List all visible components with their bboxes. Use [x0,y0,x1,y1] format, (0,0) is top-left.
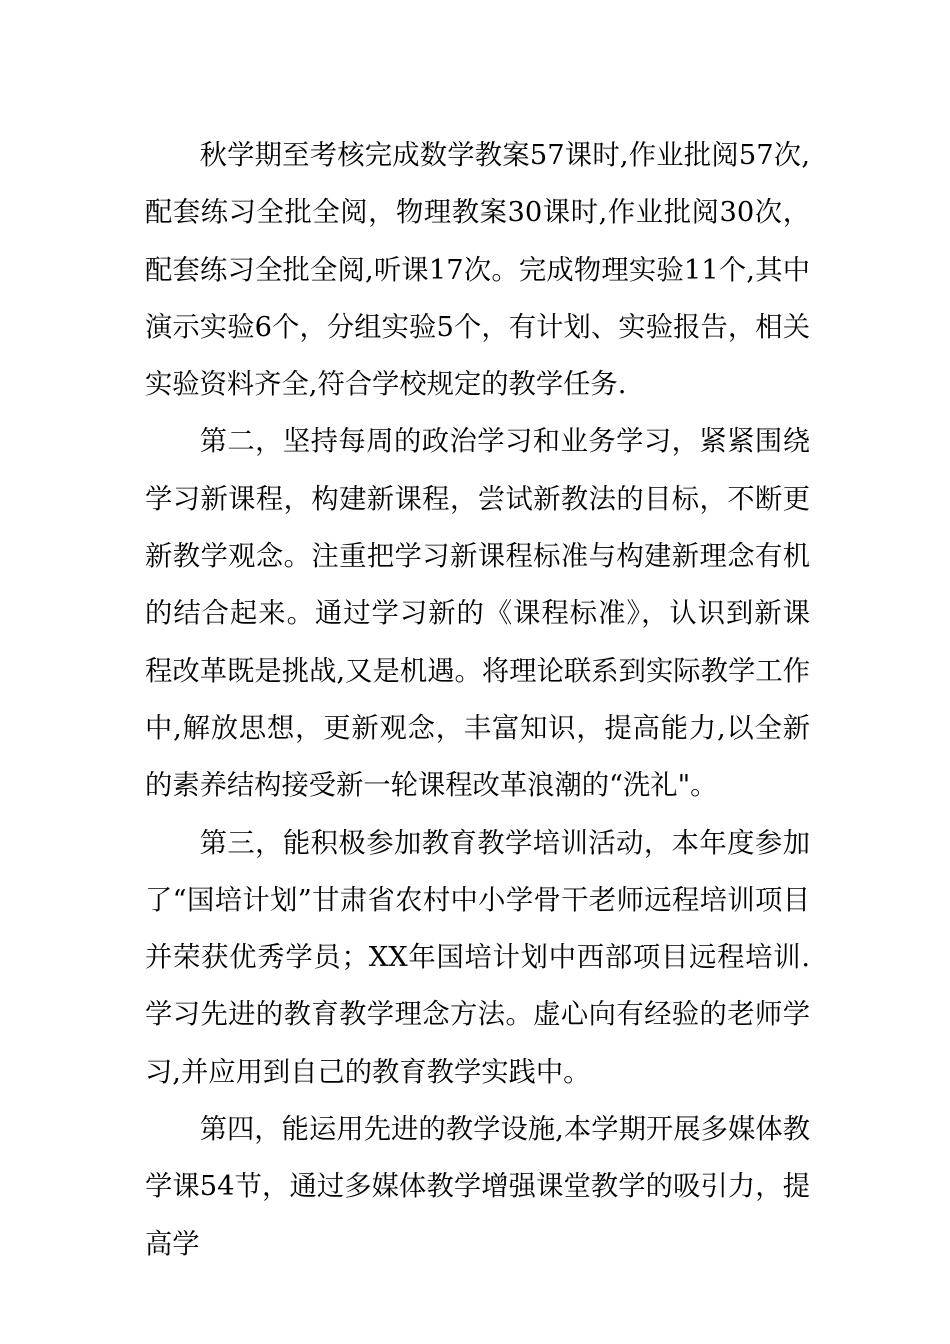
paragraph-2: 第二，坚持每周的政治学习和业务学习，紧紧围绕学习新课程，构建新课程，尝试新教法的目标，不断更新教学观念。注重把学习新课程标准与构建新理念有机的结合起来。通过学习新的《课程标准》，认识到新课程改革既是挑战,又是机遇。将理论联系到实际教学工作中,解放思想，更新观念，丰富知识，提高能力,以全新的素养结构接受新一轮课程改革浪潮的“洗礼"。 [145,426,810,802]
document-body [145,127,810,1273]
paragraph-4: 第四，能运用先进的教学设施,本学期开展多媒体教学课54节，通过多媒体教学增强课堂教学的吸引力，提高学 [145,1114,810,1260]
paragraph-3: 第三，能积极参加教育教学培训活动，本年度参加了“国培计划”甘肃省农村中小学骨干老师远程培训项目并荣获优秀学员；XX年国培计划中西部项目远程培训.学习先进的教育教学理念方法。虚心向有经验的老师学习,并应用到自己的教育教学实践中。 [145,827,810,1088]
paragraph-1: 秋学期至考核完成数学教案57课时,作业批阅57次,配套练习全批全阅，物理教案30课时,作业批阅30次，配套练习全批全阅,听课17次。完成物理实验11个,其中演示实验6个，分组实验5个，有计划、实验报告，相关实验资料齐全,符合学校规定的教学任务. [145,140,810,401]
